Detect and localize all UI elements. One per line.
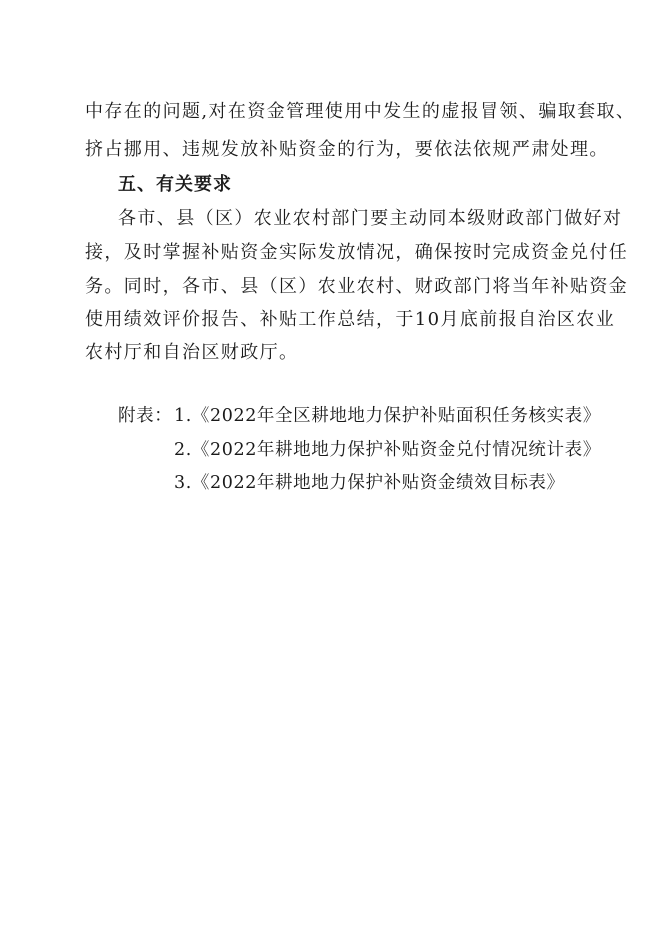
paragraph-line-2: 挤占挪用、违规发放补贴资金的行为，要依法依规严肃处理。 xyxy=(85,139,609,160)
paragraph-line-1: 中存在的问题,对在资金管理使用中发生的虚报冒领、骗取套取、 xyxy=(85,101,636,122)
requirements-line-2: 接，及时掌握补贴资金实际发放情况，确保按时完成资金兑付任 xyxy=(85,242,629,263)
section-heading: 五、有关要求 xyxy=(118,174,232,195)
attachments-label: 附表： xyxy=(118,406,173,426)
requirements-line-3: 务。同时，各市、县（区）农业农村、财政部门将当年补贴资金 xyxy=(85,276,629,297)
attachment-item-1: 1.《2022年全区耕地地力保护补贴面积任务核实表》 xyxy=(174,406,601,426)
requirements-line-5: 农村厅和自治区财政厅。 xyxy=(85,342,299,363)
requirements-line-4: 使用绩效评价报告、补贴工作总结，于10月底前报自治区农业 xyxy=(85,309,616,330)
attachment-item-2: 2.《2022年耕地地力保护补贴资金兑付情况统计表》 xyxy=(174,440,601,460)
attachment-item-3: 3.《2022年耕地地力保护补贴资金绩效目标表》 xyxy=(174,473,565,493)
requirements-line-1: 各市、县（区）农业农村部门要主动同本级财政部门做好对 xyxy=(118,208,623,229)
